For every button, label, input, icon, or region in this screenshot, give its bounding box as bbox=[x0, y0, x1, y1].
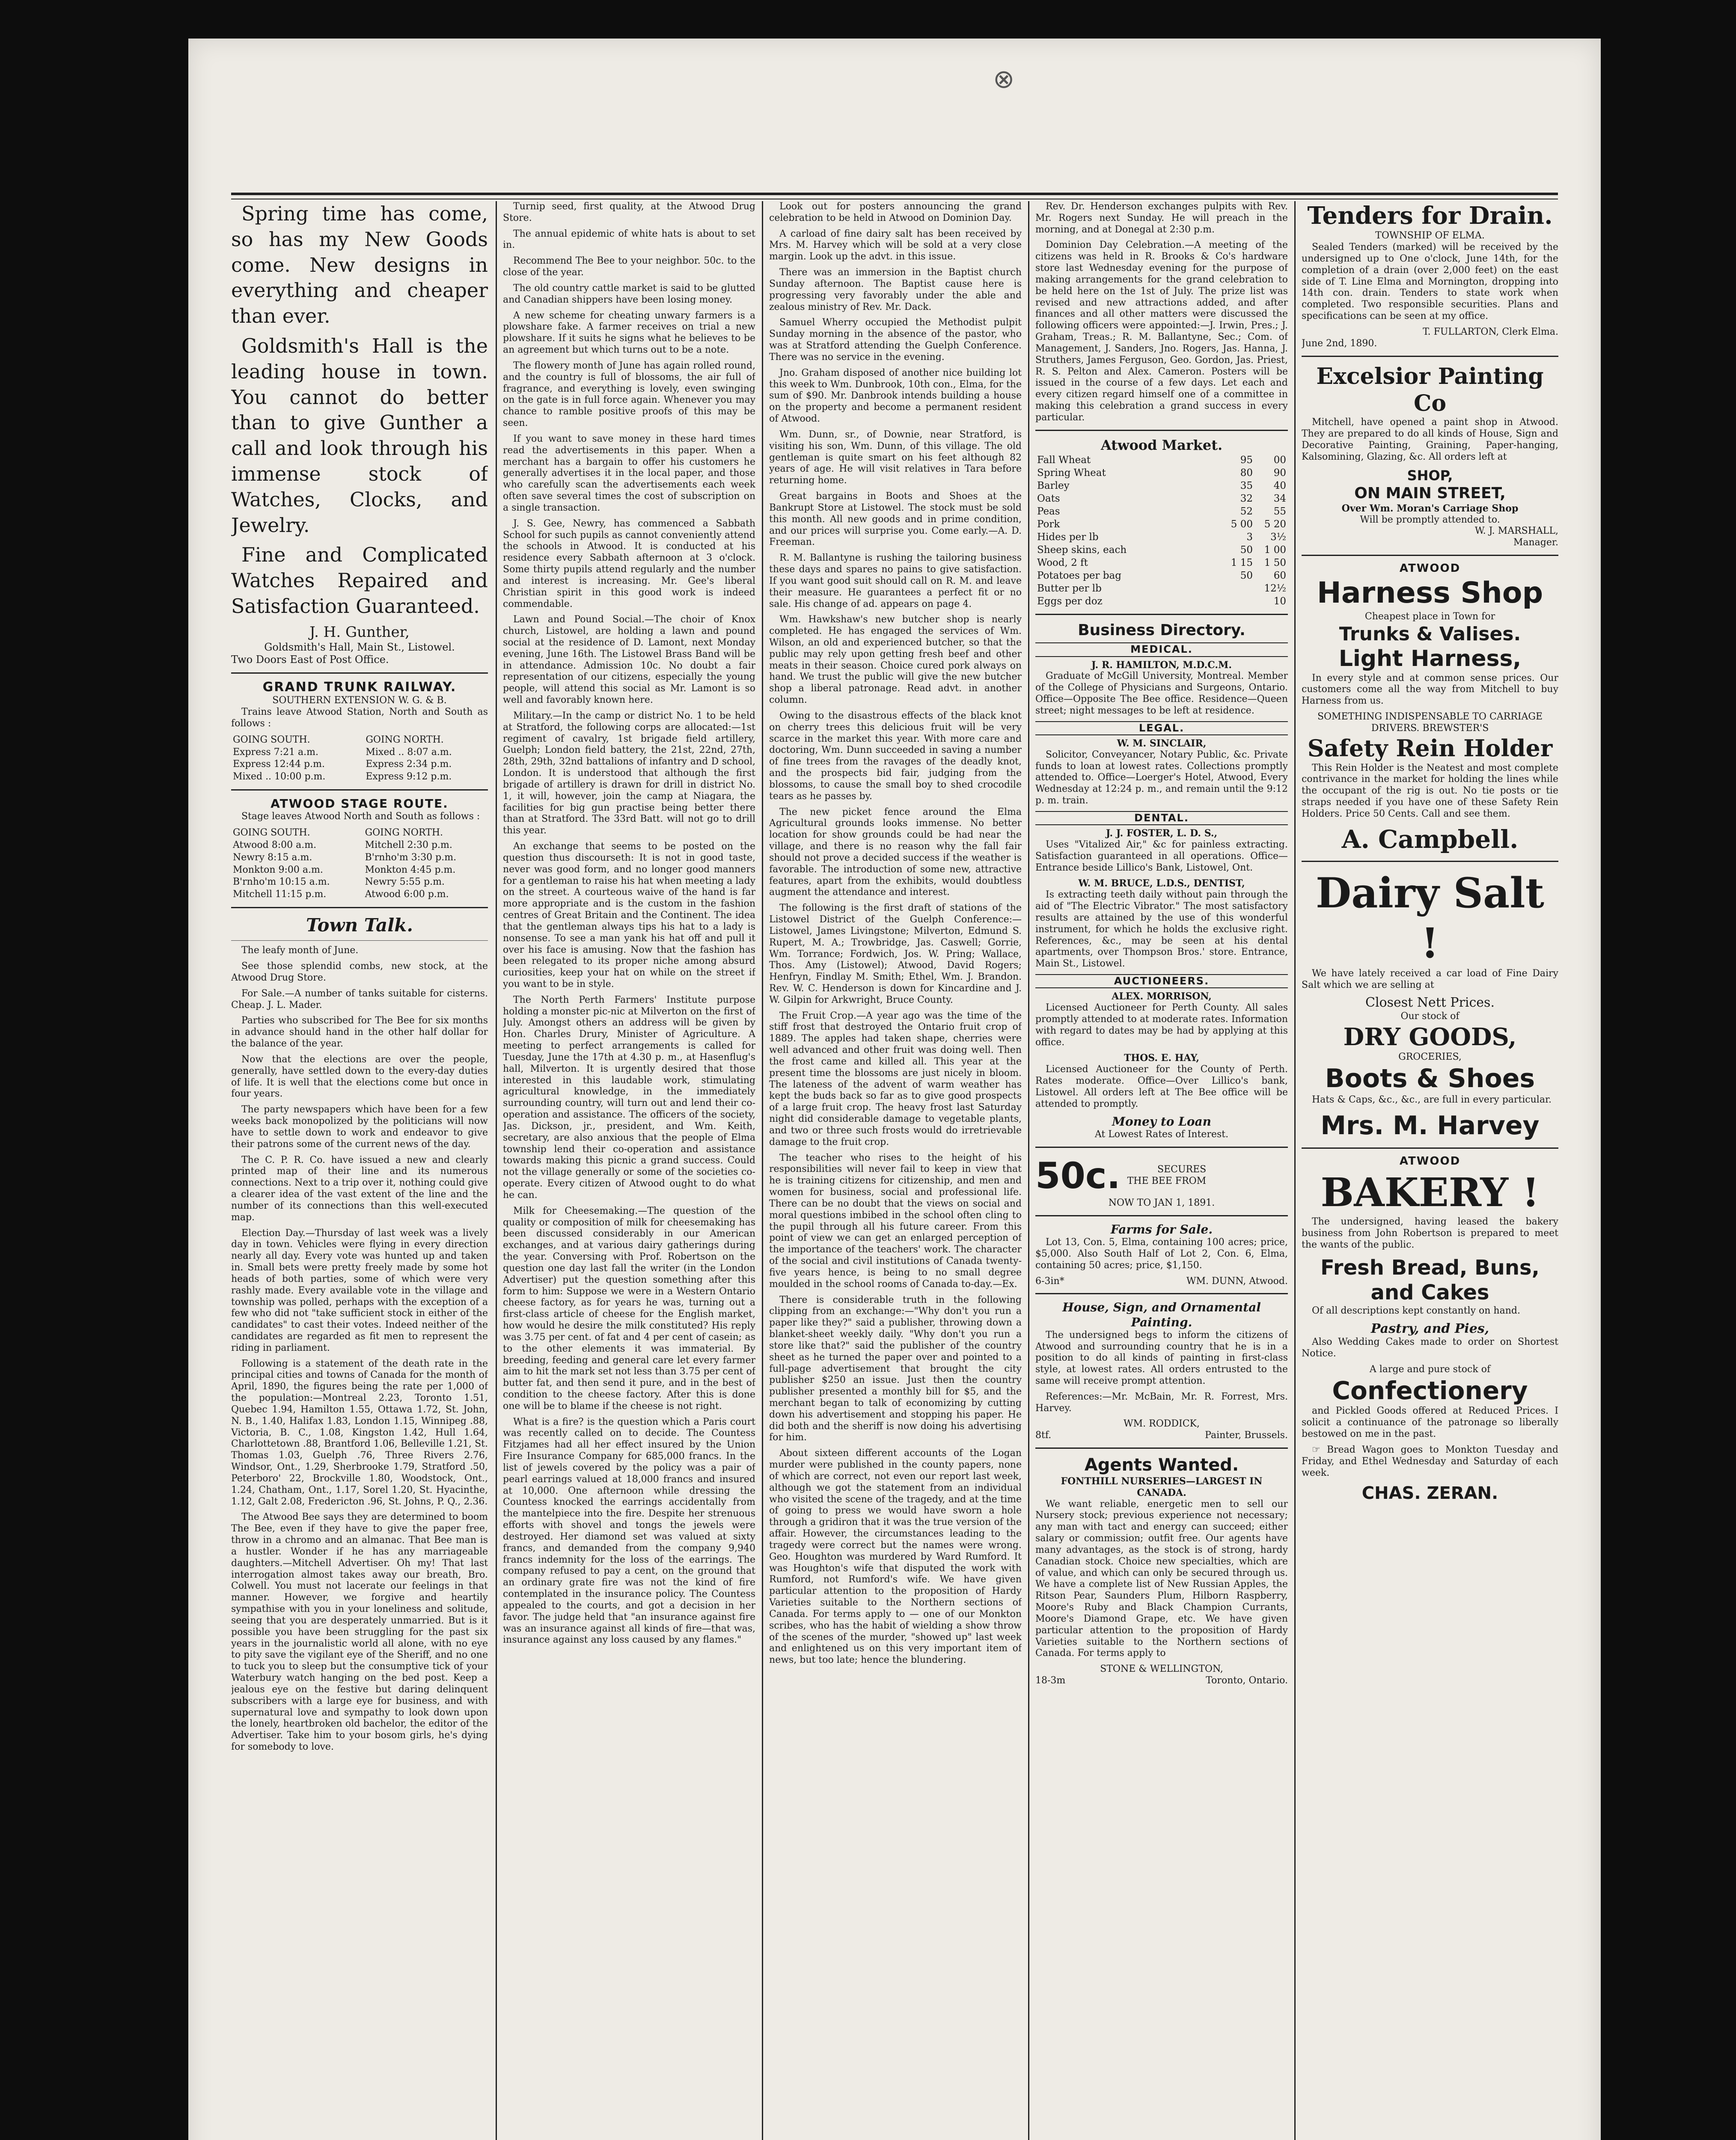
bakery-header: BAKERY ! bbox=[1320, 1169, 1540, 1216]
painting-location: Painter, Brussels. bbox=[1205, 1430, 1288, 1441]
news-item: Following is a statement of the death rate in the principal cities and towns of Canada for the month of April, 1890, the figures being the rate per 1,000 of the population:—Montreal 2.23, Toronto 1.51, Quebec 1.94, Hamilton 1.55, Ottawa 1.72, St. John, N. B., 1.40, Halifax 1.83, London 1.15, Winnipeg .88, Victoria, B. C., 1.08, Kingston 1.42, Hull 1.64, Charlottetown .88, Brantford 1.06, Belleville 1.21, St. Thomas 1.03, Guelph .76, Three Rivers 2.76, Windsor, Ont., 1.29, Sherbrooke 1.79, Stratford .50, Peterboro' 22, Brockville 1.80, Woodstock, Ont., 1.24, Chatham, Ont., 1.17, Sorel 1.20, St. Hyacinthe, 1.12, Galt 2.08, Fredericton .96, St. Johns, P. Q., 2.36. bbox=[231, 1358, 488, 1507]
dentist-name: W. M. BRUCE, L.D.S., DENTIST, bbox=[1078, 878, 1245, 889]
harness-sub: Cheapest place in Town for bbox=[1364, 611, 1495, 622]
campbell-header: A. Campbell. bbox=[1341, 824, 1519, 854]
fresh-bread-body: Of all descriptions kept constantly on hand. bbox=[1312, 1305, 1520, 1316]
auctioneer-name: THOS. E. HAY, bbox=[1124, 1052, 1200, 1064]
news-item: A carload of fine dairy salt has been received by Mrs. M. Harvey which will be sold at a very close margin. Look up the advt. in this issue. bbox=[769, 228, 1022, 262]
dentist-name: J. J. FOSTER, L. D. S., bbox=[1106, 828, 1218, 839]
news-item: Wm. Hawkshaw's new butcher shop is nearly completed. He has engaged the services of Wm. Wilson, an old and experienced butcher, so that the public may rely upon getting fresh beef and other meats in their season. Choice cured pork always on hand. We trust the public will give the new butcher shop a liberal patronage. Read advt. in another column. bbox=[769, 614, 1022, 706]
gtr-header: GOING NORTH. bbox=[366, 734, 444, 745]
news-item: Turnip seed, first quality, at the Atwood Drug Store. bbox=[503, 201, 755, 223]
business-directory-title: Business Directory. bbox=[1078, 621, 1246, 639]
excelsior-body: Mitchell, have opened a paint shop in Atwood. They are prepared to do all kinds of House, Sign and Decorative Painting, Graining, Paper-hanging, Kalsomining, Glazing, &c. All orders left at bbox=[1302, 417, 1558, 462]
newspaper-page bbox=[188, 39, 1601, 2140]
gtr-cell: Express 2:34 p.m. bbox=[366, 759, 452, 770]
news-item: The old country cattle market is said to be glutted and Canadian shippers have been losing money. bbox=[503, 282, 755, 305]
auctioneer-name: ALEX. MORRISON, bbox=[1112, 991, 1212, 1002]
market-item: Potatoes per bag bbox=[1037, 570, 1121, 582]
column-4 bbox=[1035, 201, 1288, 2140]
main-street-label: ON MAIN STREET, bbox=[1354, 484, 1506, 502]
news-item: R. M. Ballantyne is rushing the tailoring business these days and spares no pains to give satisfaction. If you want good suit should call on R. M. and leave their measure. He guarantees a perfect fit or no sale. His change of ad. appears on page 4. bbox=[769, 553, 1022, 609]
news-item: The new picket fence around the Elma Agricultural grounds looks immense. No better location for show grounds could be had near the village, and there is no reason why the fall fair should not prove a decided success if the weather is favorable. The introduction of some new, attractive features, apart from the exhibits, would doubtless augment the attendance and interest. bbox=[769, 806, 1022, 898]
divider bbox=[1035, 1447, 1288, 1449]
excelsior-header: Excelsior Painting Co bbox=[1316, 363, 1544, 417]
harness-shop-header: Harness Shop bbox=[1317, 576, 1543, 610]
town-talk-title: Town Talk. bbox=[306, 915, 413, 936]
atwood-label: ATWOOD bbox=[1399, 562, 1461, 575]
news-item: An exchange that seems to be posted on the question thus discourseth: It is not in good taste, never was good form, and no longer good manners for a gentleman to raise his hat when meeting a lady on the street. A courteous waive of the hand is far more appropriate and is the custom in the fashion centres of Great Britain and the Continent. The idea that the gentleman always tips his hat to a lady is nonsense. To see a man yank his hat off and pull it over his face is amusing. Now that the fashion has been relegated to its proper niche among absurd curiosities, keep your hat on while on the street if you want to be in style. bbox=[503, 841, 755, 990]
auctioneer-body: Licensed Auctioneer for the County of Perth. Rates moderate. Office—Over Lillico's bank, Listowel. All orders left at The Bee office will be attended to promptly. bbox=[1035, 1064, 1288, 1109]
market-item: Spring Wheat bbox=[1037, 467, 1106, 479]
column-rule bbox=[496, 201, 497, 2140]
gtr-cell: Mixed .. 10:00 p.m. bbox=[233, 771, 326, 782]
news-item: The North Perth Farmers' Institute purpose holding a monster pic-nic at Milverton on the first of July. Amongst others an address will be given by Hon. Charles Drury, Minister of Agriculture. A meeting to perfect arrangements is called for Tuesday, June the 17th at 4.30 p. m., at Hasenflug's hall, Milverton. It is urgently desired that those interested in this laudable work, stimulating agricultural knowledge, in the immediately surrounding country, will turn out and lend their co-operation and assistance. The officers of the society, Jas. Dickson, jr., president, and Wm. Keith, secretary, are also anxious that the people of Elma township lend their co-operation and assistance towards making this picnic a grand success. Could not the village generally or some of the societies co-operate. Every citizen of Atwood ought to do what he can. bbox=[503, 994, 755, 1201]
painting-mark: 8tf. bbox=[1035, 1430, 1052, 1441]
stage-cell: Newry 5:55 p.m. bbox=[365, 877, 445, 888]
news-item: The flowery month of June has again rolled round, and the country is full of blossoms, the air full of fragrance, and everything is lovely, even swinging on the gate is in full force again. Whenever you may chance to ramble positive proofs of this may be seen. bbox=[503, 360, 755, 429]
light-harness-body: In every style and at common sense prices. Our customers come all the way from Mitchell to buy Harness from us. bbox=[1302, 672, 1558, 707]
market-table bbox=[1035, 454, 1288, 608]
news-item: The teacher who rises to the height of his responsibilities will never fail to keep in view that he is training citizens for citizenship, and men and women for business, social and professional life. There can be no doubt that the views on social and moral questions imbibed in the school often cling to the pupil through all his future career. From this point of view we can get an enlarged perception of the importance of the teachers' work. The character of the social and civil institutions of Canada twenty-five years hence, is being to no small degree moulded in the school rooms of Canada to-day.—Ex. bbox=[769, 1152, 1022, 1290]
painting-footer bbox=[1035, 1430, 1288, 1442]
medical-body: Graduate of McGill University, Montreal. Member of the College of Physicians and Surgeons, Ontario. Office—Opposite The Bee office. Residence—Queen street; night messages to be left at residence. bbox=[1035, 671, 1288, 716]
auctioneers-header: AUCTIONEERS. bbox=[1035, 974, 1288, 988]
dry-goods-header: DRY GOODS, bbox=[1343, 1022, 1517, 1051]
farms-signature: WM. DUNN, Atwood. bbox=[1186, 1275, 1288, 1287]
news-item: Look out for posters announcing the grand celebration to be held in Atwood on Dominion Day. bbox=[769, 201, 1022, 223]
market-price: 12½ bbox=[1264, 583, 1286, 594]
news-item: For Sale.—A number of tanks suitable for cisterns. Cheap. J. L. Mader. bbox=[231, 988, 488, 1011]
safety-rein-header: Safety Rein Holder bbox=[1307, 734, 1553, 762]
farms-body: Lot 13, Con. 5, Elma, containing 100 acres; price, $5,000. Also South Half of Lot 2, Con. 6, Elma, containing 50 acres; price, $1,150. bbox=[1035, 1237, 1288, 1271]
market-item: Peas bbox=[1037, 505, 1060, 517]
stage-table bbox=[231, 827, 488, 901]
stage-cell: B'rnho'm 10:15 a.m. bbox=[233, 877, 330, 888]
agents-subheader: FONTHILL NURSERIES—LARGEST IN CANADA. bbox=[1061, 1475, 1263, 1498]
market-price: 1 50 bbox=[1264, 557, 1286, 569]
subscription-ad bbox=[1035, 1154, 1288, 1198]
market-title: Atwood Market. bbox=[1100, 437, 1223, 453]
market-item: Pork bbox=[1037, 519, 1060, 530]
subscription-line: THE BEE FROM bbox=[1127, 1175, 1207, 1186]
stage-intro: Stage leaves Atwood North and South as follows : bbox=[241, 811, 480, 822]
market-item: Sheep skins, each bbox=[1037, 544, 1127, 556]
market-price: 95 bbox=[1240, 454, 1253, 466]
news-item: Rev. Dr. Henderson exchanges pulpits with Rev. Mr. Rogers next Sunday. He will preach in the morning, and at Donegal at 2:30 p.m. bbox=[1035, 201, 1288, 235]
tenders-header: Tenders for Drain. bbox=[1307, 202, 1553, 230]
confectionery-body: and Pickled Goods offered at Reduced Prices. I solicit a continuance of the patronage so liberally bestowed on me in the past. bbox=[1302, 1406, 1558, 1440]
gtr-subtitle: SOUTHERN EXTENSION W. G. & B. bbox=[272, 695, 447, 706]
auctioneer-body: Licensed Auctioneer for Perth County. All sales promptly attended to at moderate rates. Information with regard to dates may be had by applying at this office. bbox=[1035, 1002, 1288, 1048]
painting-header: House, Sign, and Ornamental Painting. bbox=[1062, 1300, 1261, 1329]
news-item: About sixteen different accounts of the Logan murder were published in the county papers, none of which are correct, not even our report last week, although we got the statement from an individual who visited the scene of the tragedy, and at the time of going to press we would have sworn a hole through a gridiron that it was the true version of the affair. However, the circumstances leading to the tragedy were correct but the names were wrong. Geo. Houghton was murdered by Ward Rumford. It was Houghton's wife that disputed the work with Rumford, not Rumford's wife. We have given particular attention to the proposition of Hardy Varieties suitable to the Northern sections of Canada. For terms apply to — one of our Monkton scribes, who has the habit of wielding a show throw of the scenes of the murder, "showed up" last week and enlightened us on this very important item of news, but too late; hence the blundering. bbox=[769, 1448, 1022, 1666]
market-price: 52 bbox=[1240, 505, 1253, 517]
column-1 bbox=[231, 201, 488, 2140]
pastry-body: Also Wedding Cakes made to order on Shortest Notice. bbox=[1302, 1337, 1558, 1359]
groceries-label: GROCERIES, bbox=[1398, 1052, 1462, 1063]
gtr-cell: Mixed .. 8:07 a.m. bbox=[366, 746, 452, 758]
tenders-body: Sealed Tenders (marked) will be received by the undersigned up to One o'clock, June 14th, for the completion of a drain (over 2,000 feet) on the east side of T. Line Elma and Mornington, dropping into 14th con. drain. Tenders to state work when completed. Two responsible securities. Plans and specifications can be seen at my office. bbox=[1302, 242, 1558, 322]
manager-title: Manager. bbox=[1513, 537, 1558, 548]
news-item: J. S. Gee, Newry, has commenced a Sabbath School for such pupils as cannot conveniently attend the schools in Atwood. It is conducted at his residence every Sabbath afternoon at 3 o'clock. Some thirty pupils attend regularly and the number and interest is increasing. Mr. Gee's liberal Christian spirit in this good work is indeed commendable. bbox=[503, 518, 755, 609]
column-2 bbox=[503, 201, 755, 2140]
light-harness-header: Light Harness, bbox=[1338, 646, 1522, 672]
dairy-salt-header: Dairy Salt ! bbox=[1315, 868, 1545, 967]
agents-location: Toronto, Ontario. bbox=[1206, 1675, 1288, 1686]
dental-header: DENTAL. bbox=[1035, 811, 1288, 825]
gtr-cell: Express 7:21 a.m. bbox=[233, 746, 319, 758]
farms-date: 6-3in* bbox=[1035, 1275, 1064, 1287]
market-price bbox=[1221, 595, 1254, 608]
stage-cell: Mitchell 2:30 p.m. bbox=[365, 839, 452, 850]
gtr-cell: Express 9:12 p.m. bbox=[366, 771, 452, 782]
tenders-signature: T. FULLARTON, Clerk Elma. bbox=[1423, 326, 1558, 337]
column-5 bbox=[1302, 201, 1558, 2140]
column-rule bbox=[1294, 201, 1296, 2140]
town-talk-body bbox=[231, 945, 488, 1753]
gtr-header: GOING SOUTH. bbox=[233, 734, 310, 745]
subscription-price: 50c. bbox=[1035, 1154, 1121, 1197]
safety-rein-body: This Rein Holder is the Neatest and most complete contrivance in the market for holding the lines while the occupant of the rig is out. No tie posts or tie straps needed if you have one of these Safety Rein Holders. Price 50 Cents. Call and see them. bbox=[1302, 762, 1558, 819]
news-item: Election Day.—Thursday of last week was a lively day in town. Vehicles were flying in every direction nearly all day. Every vote was hunted up and taken in. Small bets were pretty freely made by some hot heads of both parties, some of which were very rashly made. Every available vote in the village and township was polled, perhaps with the exception of a few who did not "take sufficient stock in either of the candidates" to cast their votes. Indeed neither of the candidates are regarded as fit men to represent the riding in parliament. bbox=[231, 1228, 488, 1353]
news-item: The annual epidemic of white hats is about to set in. bbox=[503, 228, 755, 251]
news-item: Owing to the disastrous effects of the black knot on cherry trees this delicious fruit will be very scarce in the market this year. With more care and doctoring, Wm. Dunn succeeded in saving a number of fine trees from the ravages of the deadly knot, and the prospects bid fair, judging from the blossoms, to cause the small boy to shed crocodile tears as he passes by. bbox=[769, 710, 1022, 802]
market-price: 3 bbox=[1246, 532, 1253, 543]
gtr-intro: Trains leave Atwood Station, North and South as follows : bbox=[231, 707, 488, 729]
handwritten-mark: ⊗ bbox=[993, 64, 1015, 94]
agents-body: We want reliable, energetic men to sell our Nursery stock; previous experience not necessary; any man with tact and energy can succeed; either salary or commission; outfit free. Our agents have many advantages, as the stock is of strong, hardy Canadian stock. Choice new specialties, which are of value, and which can only be secured through us. We have a complete list of New Russian Apples, the Ritson Pear, Saunders Plum, Hilborn Raspberry, Moore's Ruby and Black Champion Currants, Moore's Diamond Grape, etc. We have given particular attention to the proposition of Hardy Varieties suitable to the Northern sections of Canada. For terms apply to bbox=[1035, 1498, 1288, 1659]
stage-cell: Monkton 9:00 a.m. bbox=[233, 864, 323, 875]
agents-signature: STONE & WELLINGTON, bbox=[1100, 1664, 1223, 1675]
stage-cell: Monkton 4:45 p.m. bbox=[365, 864, 456, 875]
bread-wagon-note: ☞ Bread Wagon goes to Monkton Tuesday and Friday, and Ethel Wednesday and Saturday of each week. bbox=[1302, 1444, 1558, 1478]
gunther-ad-line: Spring time has come, so has my New Goods come. New designs in everything and cheaper than ever. bbox=[231, 202, 488, 328]
painting-references: References:—Mr. McBain, Mr. R. Forrest, Mrs. Harvey. bbox=[1035, 1391, 1288, 1414]
gunther-ad-line: Goldsmith's Hall is the leading house in town. You cannot do better than to give Gunther a call and look through his immense stock of Watches, Clocks, and Jewelry. bbox=[231, 334, 488, 537]
stage-cell: Mitchell 11:15 p.m. bbox=[233, 889, 327, 900]
divider bbox=[1035, 430, 1288, 431]
market-price: 3½ bbox=[1270, 532, 1286, 543]
agents-date: 18-3m bbox=[1035, 1675, 1066, 1686]
news-item: The leafy month of June. bbox=[241, 945, 359, 956]
market-item: Oats bbox=[1037, 493, 1060, 504]
market-price: 50 bbox=[1240, 570, 1253, 582]
market-price: 5 00 bbox=[1231, 519, 1253, 530]
market-price: 80 bbox=[1240, 467, 1253, 479]
news-item: Parties who subscribed for The Bee for six months in advance should hand in the other half dollar for the balance of the year. bbox=[231, 1015, 488, 1049]
news-item: Dominion Day Celebration.—A meeting of the citizens was held in R. Brooks & Co's hardware store last Wednesday evening for the purpose of making arrangements for the grand celebration to be held here on the 1st of July. The prize list was revised and new attractions added, and after finances and all other matters were discussed the following officers were appointed:—J. Irwin, Pres.; J. Graham, Treas.; R. M. Ballantyne, Sec.; Com. of Management, J. Sanders, Jno. Rogers, Jas. Hanna, J. Struthers, James Ferguson, Geo. Gordon, Jas. Priest, R. S. Pelton and Alex. Cameron. Posters will be issued in the course of a few days. Let each and every citizen regard himself one of a committee in making this celebration a grand success in every particular. bbox=[1035, 240, 1288, 423]
news-item: The following is the first draft of stations of the Listowel District of the Guelph Conference:—Listowel, James Livingstone; Milverton, Edmund S. Rupert, M. A.; Trowbridge, Jas. Caswell; Gorrie, Wm. Torrance; Fordwich, Jos. W. Pring; Wallace, Thos. Amy (Listowel); Atwood, David Rogers; Henfryn, Findlay M. Smith; Ethel, Wm. J. Brandon. Rev. W. C. Henderson is down for Kincardine and J. W. Gilpin for Arkwright, Bruce County. bbox=[769, 903, 1022, 1005]
market-item: Wood, 2 ft bbox=[1037, 557, 1088, 569]
divider bbox=[1035, 1147, 1288, 1148]
something-indispensable: SOMETHING INDISPENSABLE TO CARRIAGE DRIVERS. BREWSTER'S bbox=[1317, 711, 1543, 734]
column-3 bbox=[769, 201, 1022, 2140]
gtr-table bbox=[231, 734, 488, 783]
subscription-text bbox=[1127, 1164, 1207, 1187]
shop-label: SHOP, bbox=[1407, 467, 1453, 484]
zeran-signature: CHAS. ZERAN. bbox=[1361, 1483, 1498, 1504]
divider bbox=[1035, 614, 1288, 615]
market-price bbox=[1221, 582, 1254, 595]
large-stock: A large and pure stock of bbox=[1369, 1364, 1491, 1375]
market-item: Hides per lb bbox=[1037, 532, 1099, 543]
market-price: 1 00 bbox=[1264, 544, 1286, 556]
market-price: 60 bbox=[1273, 570, 1286, 582]
atwood-label: ATWOOD bbox=[1399, 1155, 1461, 1168]
agents-footer bbox=[1035, 1675, 1288, 1687]
divider bbox=[1302, 861, 1558, 862]
gtr-cell: Express 12:44 p.m. bbox=[233, 759, 325, 770]
news-item: There is considerable truth in the following clipping from an exchange:—"Why don't you run a paper like they?" said a publisher, throwing down a blanket-sheet weekly daily. "Why don't you run a store like that?" said the publisher of the country sheet as he turned the paper over and pointed to a full-page advertisement that brought the city publisher $250 an issue. Just then the country publisher presented a monthly bill for $5, and the merchant began to talk of economizing by cutting down his advertisement and stopping his paper. He did both and the sheriff is now doing his advertising for him. bbox=[769, 1294, 1022, 1443]
divider bbox=[1035, 1293, 1288, 1294]
painting-signature: WM. RODDICK, bbox=[1124, 1418, 1200, 1430]
medical-name: J. R. HAMILTON, M.D.C.M. bbox=[1091, 659, 1232, 671]
news-item: The Fruit Crop.—A year ago was the time of the stiff frost that destroyed the Ontario fruit crop of 1889. The apples had taken shape, cherries were well advanced and other fruit was doing well. Then the frost came and killed all. This year at the present time the blossoms are just nicely in bloom. The lateness of the advent of warm weather has kept the buds back so far as to give good prospects of a large fruit crop. The heavy frost last Saturday night did considerable damage to vegetable plants, and two or three such frosts would do irretrievable damage to the fruit crop. bbox=[769, 1010, 1022, 1147]
gunther-address: Goldsmith's Hall, Main St., Listowel. bbox=[264, 641, 455, 654]
thin-divider bbox=[231, 940, 488, 941]
market-item: Fall Wheat bbox=[1037, 454, 1091, 466]
news-item: Now that the elections are over the people, generally, have settled down to the every-day duties of life. It is well that the elections come but once in four years. bbox=[231, 1054, 488, 1100]
column-rule bbox=[1028, 201, 1029, 2140]
gunther-ad-line: Fine and Complicated Watches Repaired and Satisfaction Guaranteed. bbox=[231, 543, 488, 618]
divider bbox=[1035, 1215, 1288, 1216]
stage-cell: Atwood 6:00 p.m. bbox=[365, 889, 449, 900]
boots-shoes-header: Boots & Shoes bbox=[1325, 1063, 1535, 1094]
fresh-bread-header: Fresh Bread, Buns, and Cakes bbox=[1320, 1255, 1540, 1305]
money-rate: At Lowest Rates of Interest. bbox=[1094, 1129, 1229, 1140]
subscription-line: SECURES bbox=[1157, 1164, 1207, 1175]
farms-header: Farms for Sale. bbox=[1110, 1222, 1213, 1236]
legal-name: W. M. SINCLAIR, bbox=[1117, 737, 1207, 749]
pastry-header: Pastry, and Pies, bbox=[1370, 1321, 1489, 1336]
painting-body: The undersigned begs to inform the citizens of Atwood and surrounding country that he is in a position to do all kinds of painting in first-class style, at lowest rates. All orders entrusted to the same will receive prompt attention. bbox=[1035, 1329, 1288, 1386]
news-item: There was an immersion in the Baptist church Sunday afternoon. The Baptist cause here is progressing very favorably under the able and zealous ministry of Rev. Mr. Dack. bbox=[769, 267, 1022, 312]
market-price: 50 bbox=[1240, 544, 1253, 556]
divider bbox=[231, 672, 488, 674]
news-item: The party newspapers which have been for a few weeks back monopolized by the politicians will now have to settle down to work and endeavor to give their patrons some of the current news of the day. bbox=[231, 1104, 488, 1150]
stage-cell: Atwood 8:00 a.m. bbox=[233, 839, 317, 850]
market-item: Barley bbox=[1037, 480, 1070, 491]
bakery-body: The undersigned, having leased the bakery business from John Robertson is prepared to meet the wants of the public. bbox=[1302, 1216, 1558, 1250]
main-street-note: Will be promptly attended to. bbox=[1360, 514, 1500, 525]
market-price: 5 20 bbox=[1264, 519, 1286, 530]
news-item: Samuel Wherry occupied the Methodist pulpit Sunday morning in the absence of the pastor, who was at Stratford attending the Guelph Conference. There was no service in the evening. bbox=[769, 317, 1022, 363]
news-item: Wm. Dunn, sr., of Downie, near Stratford, is visiting his son, Wm. Dunn, of this village. The old gentleman is quite smart on his feet although 82 years of age. He will visit relatives in Tara before returning home. bbox=[769, 429, 1022, 486]
mrs-harvey-header: Mrs. M. Harvey bbox=[1320, 1111, 1540, 1141]
money-to-loan: Money to Loan bbox=[1112, 1114, 1212, 1129]
news-item: Great bargains in Boots and Shoes at the Bankrupt Store at Listowel. The stock must be sold this month. All new goods and in prime condition, and our prices will surprise you. Come early.—A. D. Freeman. bbox=[769, 491, 1022, 548]
news-item: Lawn and Pound Social.—The choir of Knox church, Listowel, are holding a lawn and pound social at the residence of D. Lamont, next Monday evening, June 16th. The Listowel Brass Band will be in attendance. Admission 10c. No doubt a fair representation of our citizens, especially the young people, will attend this social as Mr. Lamont is so well and favorably known here. bbox=[503, 614, 755, 706]
news-item: Military.—In the camp or district No. 1 to be held at Stratford, the following corps are allocated:—1st regiment of cavalry, 1st brigade field artillery, Guelph; London field battery, the 21st, 22nd, 27th, 28th, 29th, 32nd battalions of infantry and D school, London. It is understood that although the first brigade of artillery is drawn for drill in district No. 1, it will, however, join the camp at Niagara, the facilities for big gun practise being better there than at Stratford. The 33rd Batt. will not go to drill this year. bbox=[503, 710, 755, 836]
medical-header: MEDICAL. bbox=[1035, 642, 1288, 657]
main-street-sub: Over Wm. Moran's Carriage Shop bbox=[1341, 502, 1519, 514]
tenders-subheader: TOWNSHIP OF ELMA. bbox=[1375, 230, 1485, 241]
divider bbox=[231, 789, 488, 791]
gunther-ad bbox=[231, 201, 488, 619]
news-item: The Atwood Bee says they are determined to boom The Bee, even if they have to give the paper free, throw in a chromo and an almanac. That Bee man is a hustler. Wonder if he has any marriageable daughters.—Mitchell Advertiser. Oh my! That last interrogation almost takes away our breath, Bro. Colwell. You must not lacerate our feelings in that manner. However, we forgive and heartily sympathise with you in your loneliness and solitude, seeing that you are desperately unmarried. But is it possible you have been struggling for the past six years in the journalistic world all alone, with no eye to pity save the vigilant eye of the Sheriff, and no one to tuck you to sleep but the consumptive tick of your Waterbury watch hanging on the bed post. Keep a jealous eye on the festive but daring delinquent subscribers with a large eye for business, and with supernatural love and sympathy to look down upon the lonely, heartbroken old bachelor, the editor of the Advertiser. Take him to your bosom girls, he's dying for somebody to love. bbox=[231, 1512, 488, 1752]
market-price: 40 bbox=[1273, 480, 1286, 491]
news-item: A new scheme for cheating unwary farmers is a plowshare fake. A farmer receives on trial a new plowshare. If it suits he signs what he believes to be an agreement but which turns out to be a note. bbox=[503, 310, 755, 356]
dentist-body: Uses "Vitalized Air," &c for painless extracting. Satisfaction guaranteed in all operations. Office—Entrance beside Lillico's Bank, Listowel, Ont. bbox=[1035, 839, 1288, 873]
news-item: What is a fire? is the question which a Paris court was recently called on to decide. The Countess Fitzjames had all her effect insured by the Union Fire Insurance Company for 685,000 francs. In the list of jewels covered by the policy was a pair of pearl earrings valued at 18,000 francs and insured at 10,000. One afternoon while dressing the Countess knocked the earrings accidentally from the mantelpiece into the fire. Despite her strenuous efforts with shovel and tongs the jewels were destroyed. Her diamond set was valued at sixty francs, and demanded from the company 9,940 francs indemnity for the loss of the earrings. The company refused to pay a cent, on the ground that an ordinary grate fire was not the kind of fire contemplated in the insurance policy. The Countess appealed to the courts, and got a decision in her favor. The judge held that "an insurance against fire was an insurance against all kinds of fire—that was, insurance against any loss caused by any flames." bbox=[503, 1416, 755, 1646]
market-price: 00 bbox=[1273, 454, 1286, 466]
stage-cell: B'rnho'm 3:30 p.m. bbox=[365, 852, 457, 863]
news-item: If you want to save money in these hard times read the advertisements in this paper. When a merchant has a bargain to offer his customers he generally advertises it in the local paper, and those who carefully scan the advertisements each week often save several times the cost of subscription on a single transaction. bbox=[503, 433, 755, 513]
subscription-line: NOW TO JAN 1, 1891. bbox=[1108, 1198, 1215, 1209]
market-price: 10 bbox=[1273, 596, 1286, 607]
news-item: The C. P. R. Co. have issued a new and clearly printed map of their line and its numerous connections. Next to a trip over it, nothing could give a clearer idea of the vast extent of the line and the number of its connections than this well-executed map. bbox=[231, 1154, 488, 1223]
market-price: 34 bbox=[1273, 493, 1286, 504]
closest-prices: Closest Nett Prices. bbox=[1365, 995, 1495, 1011]
news-item: Jno. Graham disposed of another nice building lot this week to Wm. Dunbrook, 10th con., Elma, for the sum of $90. Mr. Danbrook intends building a house on the property and become a permanent resident of Atwood. bbox=[769, 367, 1022, 425]
market-price: 55 bbox=[1273, 505, 1286, 517]
legal-body: Solicitor, Conveyancer, Notary Public, &c. Private funds to loan at lowest rates. Collections promptly attended to. Office—Loerger's Hotel, Atwood, Every Wednesday at 12:24 p. m., and remain until the 9:12 p. m. train. bbox=[1035, 749, 1288, 806]
farms-footer bbox=[1035, 1276, 1288, 1287]
divider bbox=[1302, 555, 1558, 556]
agents-header: Agents Wanted. bbox=[1084, 1455, 1239, 1475]
market-price: 35 bbox=[1240, 480, 1253, 491]
stage-header: GOING NORTH. bbox=[365, 827, 443, 838]
tenders-date: June 2nd, 1890. bbox=[1302, 338, 1377, 349]
market-price: 90 bbox=[1273, 467, 1286, 479]
news-item: Recommend The Bee to your neighbor. 50c. to the close of the year. bbox=[503, 256, 755, 278]
manager-name: W. J. MARSHALL, bbox=[1474, 526, 1558, 537]
market-item: Butter per lb bbox=[1037, 583, 1102, 594]
news-item: Milk for Cheesemaking.—The question of the quality or composition of milk for cheesemaking has been discussed considerably in our American exchanges, and at various dairy gatherings during the year. Conversing with Prof. Robertson on the question one day last fall the writer (in the London Advertiser) put the question something after this form to him: Suppose we were in a Western Ontario cheese factory, as for years he was, turning out a first-class article of cheese for the English market, how would he desire the milk constituted? His reply was 3.75 per cent. of fat and 4 per cent of casein; as to the other elements it was immaterial. By breeding, feeding and general care let every farmer aim to hit the mark set not less than 3.75 per cent of butter fat, and then send it pure, and in the best of condition to the cheese factory. After this is done one will be to blame if the cheese is not right. bbox=[503, 1205, 755, 1412]
market-price: 32 bbox=[1240, 493, 1253, 504]
gunther-signature: J. H. Gunther, bbox=[309, 623, 410, 641]
market-price: 1 15 bbox=[1231, 557, 1253, 569]
market-item: Eggs per doz bbox=[1037, 596, 1103, 607]
our-stock: Our stock of bbox=[1400, 1011, 1460, 1022]
stage-header: GOING SOUTH. bbox=[233, 827, 310, 838]
divider bbox=[231, 907, 488, 908]
gunther-location: Two Doors East of Post Office. bbox=[231, 654, 389, 666]
stage-cell: Newry 8:15 a.m. bbox=[233, 852, 312, 863]
trunks-header: Trunks & Valises. bbox=[1339, 623, 1521, 645]
dentist-body: Is extracting teeth daily without pain through the aid of "The Electric Vibrator." The most satisfactory results are attained by the use of this wonderful instrument, for which he holds the exclusive right. References, &c., may be seen at his dental apartments, over Thompson Bros.' store. Entrance, Main St., Listowel. bbox=[1035, 889, 1288, 969]
dairy-salt-body: We have lately received a car load of Fine Dairy Salt which we are selling at bbox=[1302, 968, 1558, 990]
legal-header: LEGAL. bbox=[1035, 721, 1288, 735]
gtr-title: GRAND TRUNK RAILWAY. bbox=[262, 679, 457, 695]
column-rule bbox=[762, 201, 763, 2140]
divider bbox=[1302, 1147, 1558, 1149]
news-item: See those splendid combs, new stock, at the Atwood Drug Store. bbox=[231, 961, 488, 983]
stage-title: ATWOOD STAGE ROUTE. bbox=[271, 797, 449, 811]
hats-caps-body: Hats & Caps, &c., &c., are full in every particular. bbox=[1312, 1094, 1552, 1106]
confectionery-header: Confectionery bbox=[1332, 1376, 1528, 1405]
top-rule bbox=[231, 193, 1558, 199]
divider bbox=[1302, 356, 1558, 357]
